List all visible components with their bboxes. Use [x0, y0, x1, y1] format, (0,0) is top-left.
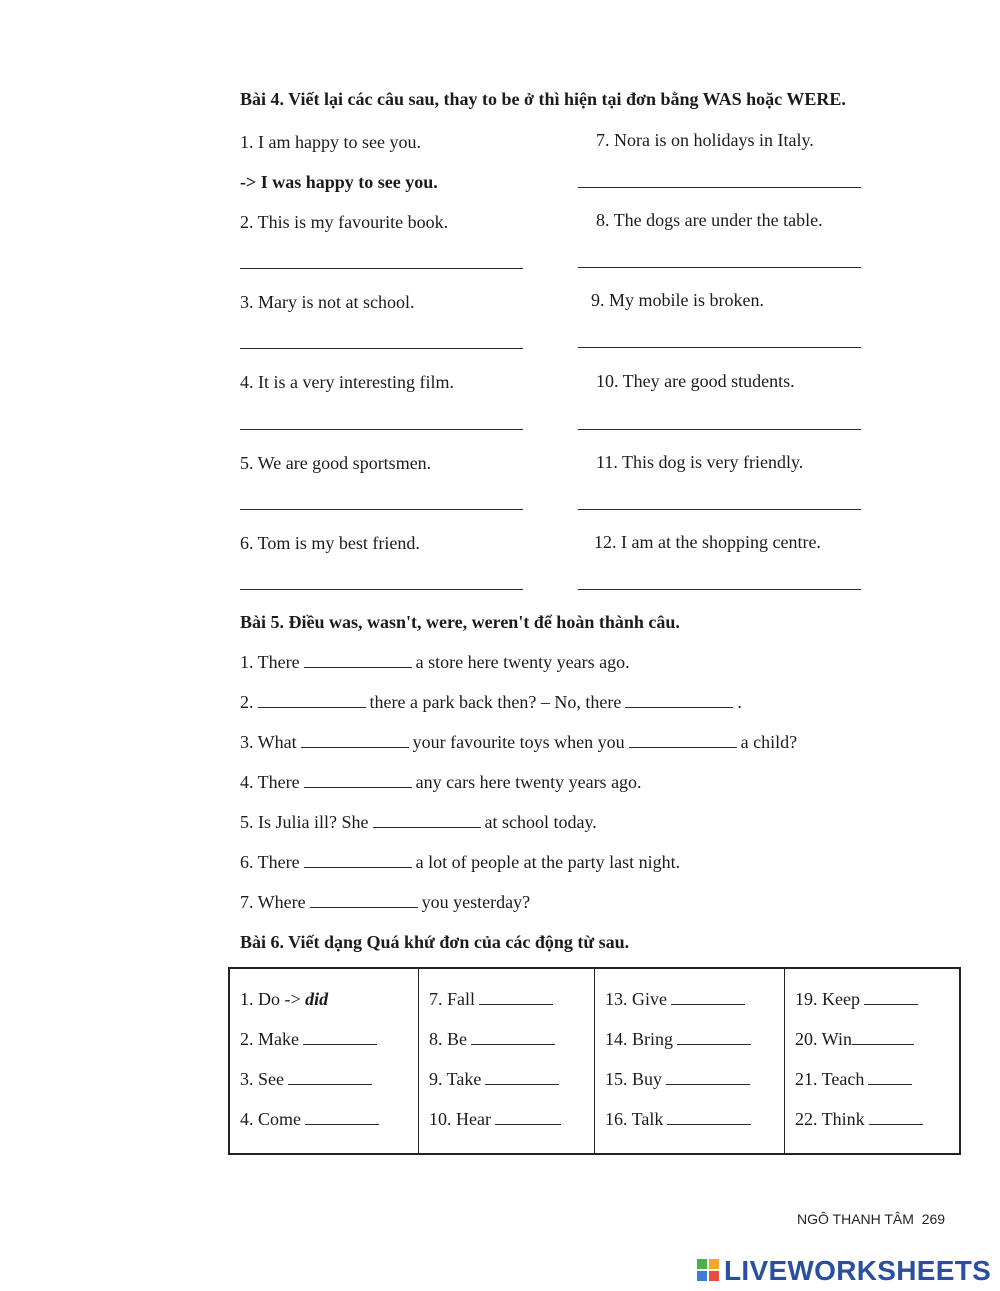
blank-input[interactable]	[677, 1030, 751, 1045]
verb-label: 19. Keep	[795, 989, 860, 1009]
item-text: 4. There	[240, 772, 300, 792]
verb-label: 8. Be	[429, 1029, 467, 1049]
exercise-4-item-9: 9. My mobile is broken.	[591, 290, 764, 310]
liveworksheets-brand: LIVEWORKSHEETS	[724, 1255, 992, 1286]
exercise-5-item-3	[240, 732, 797, 753]
verb-table	[228, 967, 961, 1155]
exercise-4-item-4: 4. It is a very interesting film.	[240, 372, 454, 392]
exercise-4-heading: Bài 4. Viết lại các câu sau, thay to be ở thì hiện tại đơn bằng WAS hoặc WERE.	[240, 89, 846, 109]
blank-input[interactable]	[304, 653, 412, 668]
blank-input[interactable]	[301, 733, 409, 748]
item-text: at school today.	[484, 812, 597, 832]
blank-input[interactable]	[479, 990, 553, 1005]
item-text: 2.	[240, 692, 254, 712]
exercise-4-item-12: 12. I am at the shopping centre.	[594, 532, 821, 552]
blank-input[interactable]	[625, 693, 733, 708]
exercise-4-item-5: 5. We are good sportsmen.	[240, 453, 432, 473]
item-text: 3. What	[240, 732, 297, 752]
exercise-4-item-10: 10. They are good students.	[596, 371, 795, 391]
item-text: there a park back then? – No, there	[369, 692, 622, 712]
item-text: 6. There	[240, 852, 300, 872]
blank-input[interactable]	[869, 1110, 923, 1125]
exercise-5-item-7	[240, 892, 530, 913]
exercise-4-item-6: 6. Tom is my best friend.	[240, 533, 420, 553]
verb-label: 15. Buy	[605, 1069, 663, 1089]
verb-item	[429, 1069, 594, 1109]
exercise-4-item-8: 8. The dogs are under the table.	[596, 210, 823, 230]
blank-input[interactable]	[629, 733, 737, 748]
item-text: 5. Is Julia ill? She	[240, 812, 369, 832]
verb-label: 9. Take	[429, 1069, 482, 1089]
liveworksheets-logo-icon	[697, 1259, 721, 1283]
exercise-5-item-5	[240, 812, 597, 833]
verb-column-2	[419, 969, 595, 1153]
exercise-6-heading: Bài 6. Viết dạng Quá khứ đơn của các động từ sau.	[240, 932, 630, 952]
blank-input[interactable]	[304, 773, 412, 788]
exercise-4-item-3: 3. Mary is not at school.	[240, 292, 415, 312]
example-answer: did	[305, 989, 329, 1009]
verb-item	[605, 1069, 784, 1109]
exercise-4-item-11: 11. This dog is very friendly.	[596, 452, 804, 472]
answer-line-7[interactable]	[578, 187, 861, 188]
blank-input[interactable]	[671, 990, 745, 1005]
answer-line-9[interactable]	[578, 347, 861, 348]
blank-input[interactable]	[485, 1070, 559, 1085]
exercise-5-heading: Bài 5. Điều was, wasn't, were, weren't để hoàn thành câu.	[240, 612, 680, 632]
verb-label: 1. Do ->	[240, 989, 301, 1009]
verb-item	[605, 1029, 784, 1069]
answer-line-5[interactable]	[240, 509, 523, 510]
exercise-4-example-answer: -> I was happy to see you.	[240, 172, 438, 192]
verb-item	[240, 1069, 418, 1109]
verb-label: 3. See	[240, 1069, 284, 1089]
item-text: 7. Where	[240, 892, 306, 912]
answer-line-6[interactable]	[240, 589, 523, 590]
verb-item	[429, 989, 594, 1029]
verb-item	[429, 1109, 594, 1149]
verb-item	[795, 989, 959, 1029]
verb-item	[795, 1109, 959, 1149]
verb-item	[429, 1029, 594, 1069]
verb-label: 21. Teach	[795, 1069, 865, 1089]
exercise-5-item-1	[240, 652, 630, 673]
blank-input[interactable]	[666, 1070, 750, 1085]
page-number: 269	[921, 1211, 946, 1227]
verb-example	[240, 989, 418, 1029]
page-footer	[797, 1211, 945, 1227]
verb-label: 16. Talk	[605, 1109, 664, 1129]
item-text: any cars here twenty years ago.	[415, 772, 642, 792]
verb-column-1	[230, 969, 419, 1153]
item-text: you yesterday?	[421, 892, 531, 912]
blank-input[interactable]	[667, 1110, 751, 1125]
answer-line-3[interactable]	[240, 348, 523, 349]
verb-column-4	[785, 969, 959, 1153]
verb-item	[795, 1069, 959, 1109]
item-text: 1. There	[240, 652, 300, 672]
verb-label: 20. Win	[795, 1029, 852, 1049]
blank-input[interactable]	[258, 693, 366, 708]
answer-line-10[interactable]	[578, 429, 861, 430]
verb-item	[240, 1029, 418, 1069]
liveworksheets-logo[interactable]	[697, 1255, 991, 1287]
verb-item	[605, 1109, 784, 1149]
blank-input[interactable]	[310, 893, 418, 908]
verb-label: 10. Hear	[429, 1109, 491, 1129]
verb-label: 4. Come	[240, 1109, 301, 1129]
blank-input[interactable]	[868, 1070, 912, 1085]
exercise-4-item-7: 7. Nora is on holidays in Italy.	[596, 130, 814, 150]
verb-label: 22. Think	[795, 1109, 865, 1129]
answer-line-12[interactable]	[578, 589, 861, 590]
blank-input[interactable]	[288, 1070, 372, 1085]
exercise-4-item-1: 1. I am happy to see you.	[240, 132, 421, 152]
verb-label: 2. Make	[240, 1029, 299, 1049]
answer-line-4[interactable]	[240, 429, 523, 430]
verb-column-3	[595, 969, 785, 1153]
verb-item	[795, 1029, 959, 1069]
blank-input[interactable]	[495, 1110, 561, 1125]
blank-input[interactable]	[303, 1030, 377, 1045]
blank-input[interactable]	[373, 813, 481, 828]
item-text: a child?	[740, 732, 798, 752]
author-name: NGÔ THANH TÂM	[797, 1211, 914, 1227]
verb-label: 7. Fall	[429, 989, 476, 1009]
blank-input[interactable]	[304, 853, 412, 868]
blank-input[interactable]	[305, 1110, 379, 1125]
exercise-5-item-2	[240, 692, 742, 713]
exercise-5-item-4	[240, 772, 642, 793]
verb-label: 14. Bring	[605, 1029, 674, 1049]
answer-line-11[interactable]	[578, 509, 861, 510]
verb-label: 13. Give	[605, 989, 667, 1009]
exercise-4-item-2: 2. This is my favourite book.	[240, 212, 449, 232]
verb-item	[605, 989, 784, 1029]
item-text: your favourite toys when you	[412, 732, 625, 752]
verb-item	[240, 1109, 418, 1149]
blank-input[interactable]	[864, 990, 918, 1005]
item-text: .	[737, 692, 742, 712]
blank-input[interactable]	[471, 1030, 555, 1045]
answer-line-2[interactable]	[240, 268, 523, 269]
item-text: a lot of people at the party last night.	[415, 852, 681, 872]
blank-input[interactable]	[852, 1030, 914, 1045]
item-text: a store here twenty years ago.	[415, 652, 630, 672]
answer-line-8[interactable]	[578, 267, 861, 268]
exercise-5-item-6	[240, 852, 680, 873]
